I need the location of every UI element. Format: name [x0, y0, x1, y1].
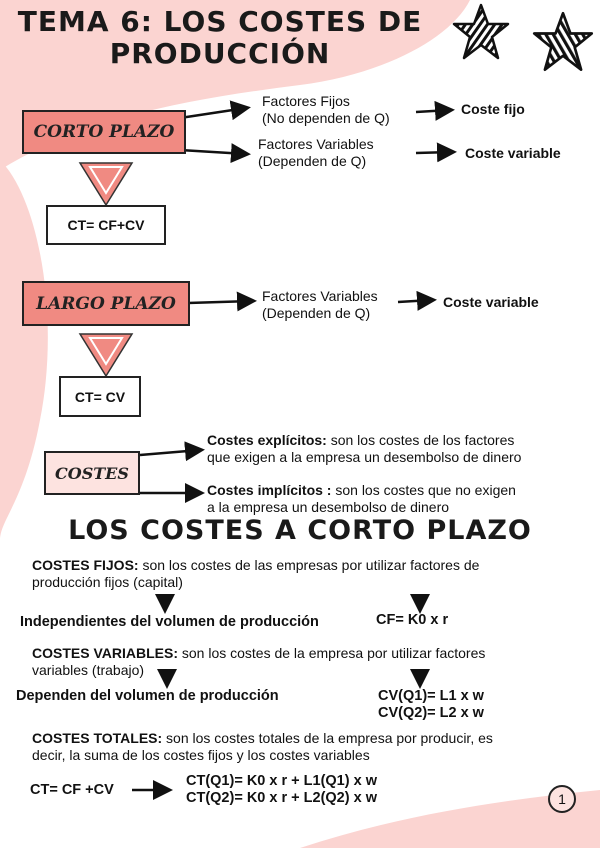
title-line-2: PRODUCCIÓN	[109, 37, 331, 70]
costes-fijos-formula: CF= K0 x r	[376, 612, 449, 628]
page-number: 1	[548, 785, 576, 813]
corto-formula-box: CT= CF+CV	[46, 205, 166, 245]
largo-plazo-box: LARGO PLAZO	[22, 281, 190, 326]
costes-variables-def: COSTES VARIABLES: son los costes de la empresa por utilizar factores variables (trabajo)	[32, 645, 486, 678]
corto-factores-fijos: Factores Fijos (No dependen de Q)	[262, 93, 390, 126]
title-line-1: TEMA 6: LOS COSTES DE	[17, 5, 423, 38]
largo-factores-variables: Factores Variables (Dependen de Q)	[262, 288, 378, 321]
costes-totales-def: COSTES TOTALES: son los costes totales de la empresa por producir, es decir, la suma de los costes fijos y los costes variables	[32, 730, 493, 763]
costes-fijos-def: COSTES FIJOS: son los costes de las empresas por utilizar factores de producción fijos (capital)	[32, 557, 480, 590]
costes-explicitos: Costes explícitos: son los costes de los factores que exigen a la empresa un desembolso de dinero	[207, 432, 522, 465]
costes-implicitos: Costes implícitos : son los costes que no exigen a la empresa un desembolso de dinero	[207, 482, 516, 515]
largo-coste-variable: Coste variable	[443, 294, 539, 310]
corto-plazo-box: CORTO PLAZO	[22, 110, 186, 154]
costes-fijos-indep: Independientes del volumen de producción	[20, 614, 319, 630]
largo-formula-box: CT= CV	[59, 376, 141, 417]
costes-totales-formulas: CT(Q1)= K0 x r + L1(Q1) x w CT(Q2)= K0 x r + L2(Q2) x w	[186, 773, 377, 806]
costes-totales-formula: CT= CF +CV	[30, 782, 114, 798]
corto-coste-variable: Coste variable	[465, 145, 561, 161]
costes-variables-formulas: CV(Q1)= L1 x w CV(Q2)= L2 x w	[378, 688, 484, 721]
corto-factores-variables: Factores Variables (Dependen de Q)	[258, 136, 374, 169]
costes-box: COSTES	[44, 451, 140, 495]
corto-coste-fijo: Coste fijo	[461, 101, 525, 117]
costes-variables-dep: Dependen del volumen de producción	[16, 688, 279, 704]
section-title: LOS COSTES A CORTO PLAZO	[68, 515, 532, 546]
